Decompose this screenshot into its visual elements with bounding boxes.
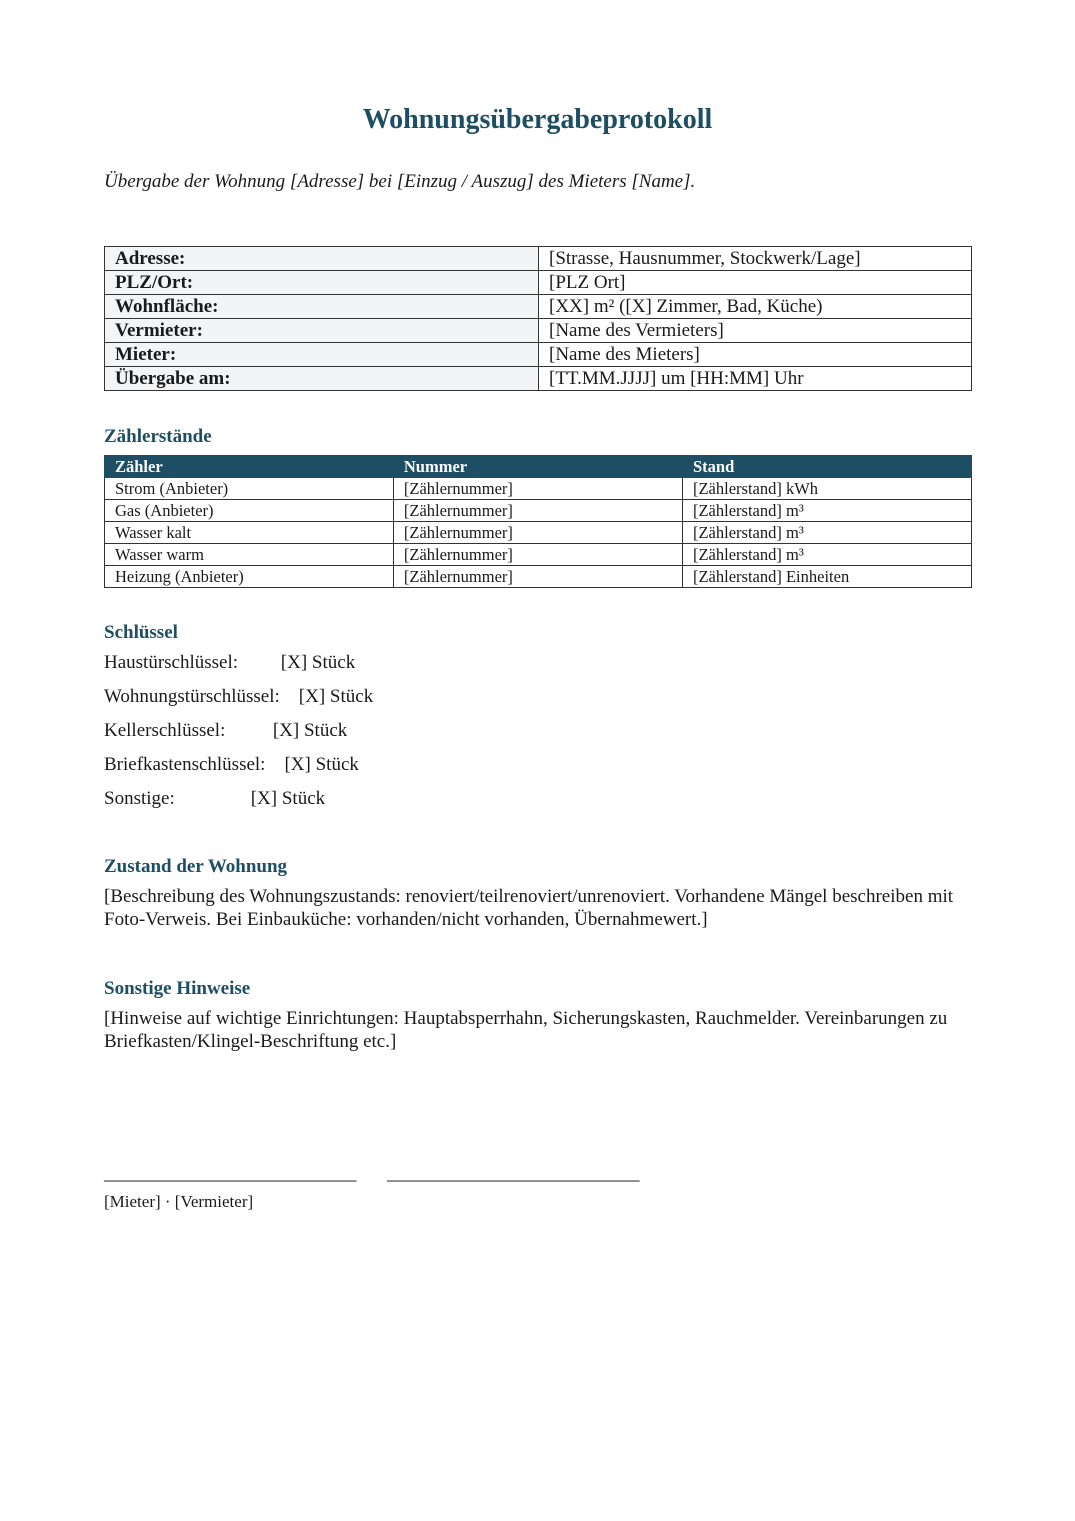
list-item <box>104 650 373 684</box>
signature-line-right: ____________________________ <box>387 1163 639 1184</box>
table-cell: Wasser kalt <box>105 522 394 544</box>
table-row <box>105 500 972 522</box>
notes-heading: Sonstige Hinweise <box>104 978 251 999</box>
meter-table <box>104 455 972 588</box>
table-cell: [Zählerstand] m³ <box>682 500 971 522</box>
info-value: [TT.MM.JJJJ] um [HH:MM] Uhr <box>539 367 972 391</box>
condition-text: [Beschreibung des Wohnungszustands: renoviert/teilrenoviert/unrenoviert. Vorhandene Mängel beschreiben mit Foto-Verweis. Bei Einbauküche: vorhanden/nicht vorhanden, Übernahmewert.] <box>104 886 954 930</box>
info-label: Vermieter: <box>105 319 539 343</box>
table-row <box>105 478 972 500</box>
table-cell: [Zählerstand] kWh <box>682 478 971 500</box>
column-header: Zähler <box>105 456 394 478</box>
signature-line-left: ____________________________ <box>104 1163 356 1184</box>
key-label: Kellerschlüssel: <box>104 720 226 741</box>
key-count: [X] Stück <box>284 754 359 775</box>
info-label: Adresse: <box>105 247 539 271</box>
table-row <box>105 522 972 544</box>
info-value: [Name des Mieters] <box>539 343 972 367</box>
table-header-row <box>105 456 972 478</box>
keys-list <box>104 650 373 820</box>
list-item <box>104 786 373 820</box>
info-label: Übergabe am: <box>105 367 539 391</box>
table-cell: Gas (Anbieter) <box>105 500 394 522</box>
table-cell: Wasser warm <box>105 544 394 566</box>
page-title: Wohnungsübergabeprotokoll <box>362 104 713 135</box>
table-cell: Strom (Anbieter) <box>105 478 394 500</box>
table-cell: [Zählerstand] m³ <box>682 544 971 566</box>
keys-heading: Schlüssel <box>104 622 178 643</box>
table-row <box>105 271 972 295</box>
table-cell: [Zählernummer] <box>393 522 682 544</box>
column-header: Nummer <box>393 456 682 478</box>
table-row <box>105 343 972 367</box>
key-label: Haustürschlüssel: <box>104 652 239 673</box>
info-table <box>104 246 972 391</box>
table-row <box>105 544 972 566</box>
table-row <box>105 295 972 319</box>
table-row <box>105 319 972 343</box>
table-cell: [Zählernummer] <box>393 566 682 588</box>
table-cell: [Zählernummer] <box>393 500 682 522</box>
key-label: Wohnungstürschlüssel: <box>104 686 280 707</box>
list-item <box>104 752 373 786</box>
info-value: [PLZ Ort] <box>539 271 972 295</box>
table-cell: [Zählerstand] Einheiten <box>682 566 971 588</box>
table-row <box>105 367 972 391</box>
notes-text: [Hinweise auf wichtige Einrichtungen: Hauptabsperrhahn, Sicherungskasten, Rauchmelder. Vereinbarungen zu Briefkasten/Klingel-Beschriftung etc.] <box>104 1008 948 1052</box>
table-cell: [Zählernummer] <box>393 544 682 566</box>
info-value: [Name des Vermieters] <box>539 319 972 343</box>
info-value: [Strasse, Hausnummer, Stockwerk/Lage] <box>539 247 972 271</box>
info-label: Wohnfläche: <box>105 295 539 319</box>
info-label: Mieter: <box>105 343 539 367</box>
table-row <box>105 247 972 271</box>
intro-text: Übergabe der Wohnung [Adresse] bei [Einzug / Auszug] des Mieters [Name]. <box>104 171 696 192</box>
info-value: [XX] m² ([X] Zimmer, Bad, Küche) <box>539 295 972 319</box>
list-item <box>104 684 373 718</box>
key-label: Briefkastenschlüssel: <box>104 754 266 775</box>
table-cell: Heizung (Anbieter) <box>105 566 394 588</box>
key-count: [X] Stück <box>272 720 348 741</box>
key-count: [X] Stück <box>250 788 326 809</box>
info-label: PLZ/Ort: <box>105 271 539 295</box>
table-row <box>105 566 972 588</box>
column-header: Stand <box>682 456 971 478</box>
meters-heading: Zählerstände <box>104 426 212 447</box>
condition-heading: Zustand der Wohnung <box>104 856 288 877</box>
table-cell: [Zählerstand] m³ <box>682 522 971 544</box>
signature-label: [Mieter] · [Vermieter] <box>104 1192 254 1211</box>
key-count: [X] Stück <box>298 686 374 707</box>
key-label: Sonstige: <box>104 788 175 809</box>
list-item <box>104 718 373 752</box>
table-cell: [Zählernummer] <box>393 478 682 500</box>
key-count: [X] Stück <box>280 652 356 673</box>
